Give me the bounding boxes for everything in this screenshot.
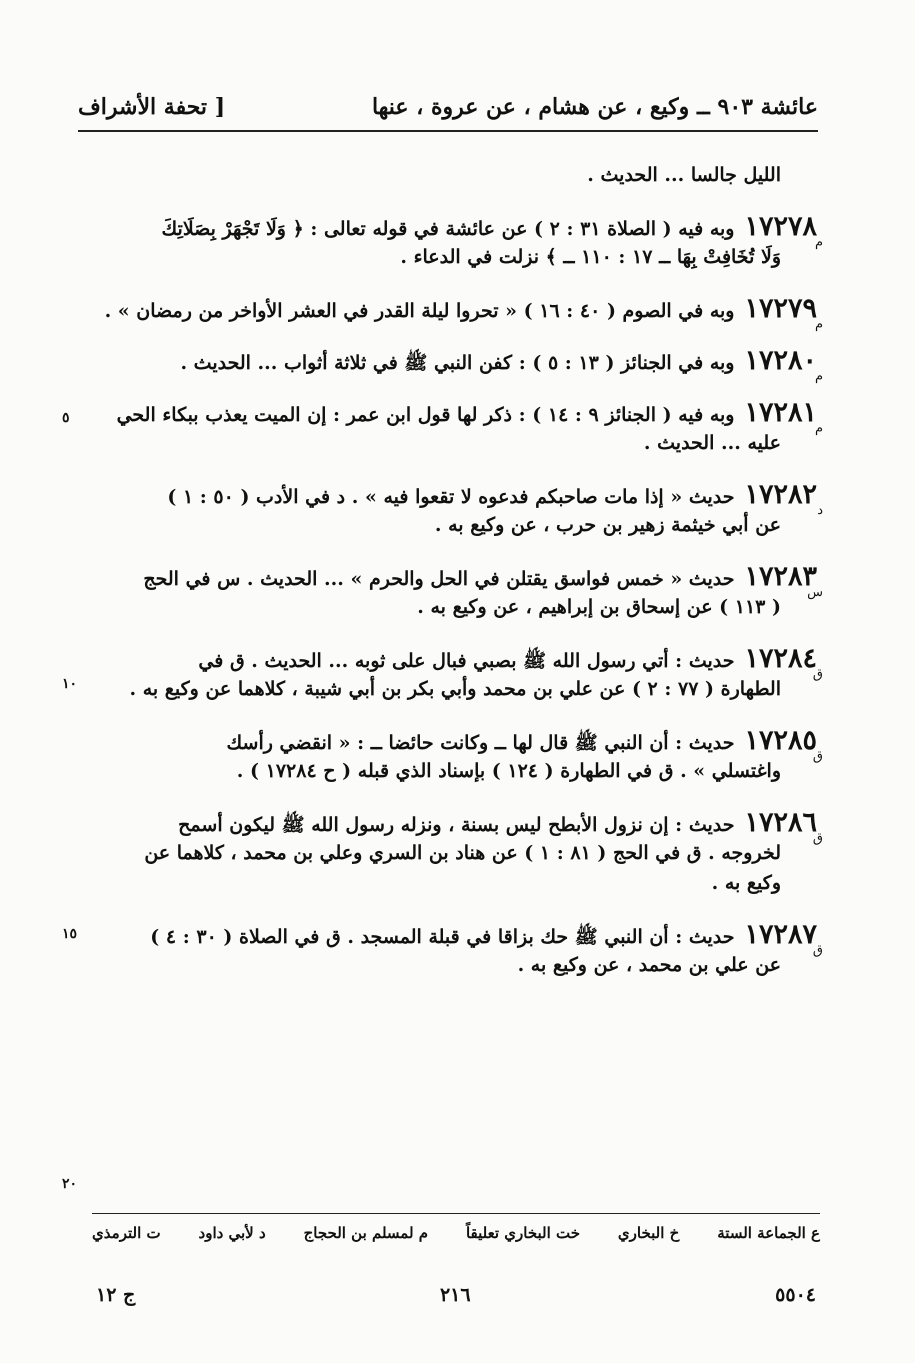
hadith-entry: ١٧٢٨١وبه فيه ( الجنائز ٩ : ١٤ ) : ذكر لها قول ابن عمر : إن الميت يعذب ببكاء الحي م bbox=[116, 397, 823, 436]
header-rule bbox=[78, 130, 818, 132]
hadith-number: ١٧٢٨٣ bbox=[744, 561, 817, 592]
hadith-entry: ١٧٢٨٠وبه في الجنائز ( ١٣ : ٥ ) : كفن النبي ﷺ في ثلاثة أثواب ... الحديث . م bbox=[180, 345, 823, 384]
hadith-number: ١٧٢٨٦ bbox=[744, 807, 817, 838]
abbr-item: م لمسلم بن الحجاج bbox=[303, 1224, 429, 1242]
hadith-number: ١٧٢٧٩ bbox=[744, 293, 817, 324]
hadith-entry: ١٧٢٧٩وبه في الصوم ( ٤٠ : ١٦ ) « تحروا ليلة القدر في العشر الأواخر من رمضان » . م bbox=[104, 293, 823, 332]
text-line: الليل جالسا ... الحديث . bbox=[587, 164, 781, 186]
source-mark: د bbox=[817, 503, 823, 518]
abbr-item: خت البخاري تعليقاً bbox=[465, 1224, 580, 1242]
header-title-right: عائشة ٩٠٣ ــ وكيع ، عن هشام ، عن عروة ، عنها bbox=[371, 94, 818, 120]
hadith-entry: ١٧٢٨٤حديث : أتي رسول الله ﷺ بصبي فبال على ثوبه ... الحديث . ق في ق bbox=[198, 643, 823, 682]
margin-line-number: ١٥ bbox=[62, 926, 78, 942]
hadith-entry: ١٧٢٨٥حديث : أن النبي ﷺ قال لها ــ وكانت حائضا ــ : « انقضي رأسك ق bbox=[226, 725, 823, 764]
abbr-item: د لأبي داود bbox=[198, 1224, 266, 1242]
text-line: عن علي بن محمد ، عن وكيع به . bbox=[517, 954, 781, 976]
hadith-entry: ١٧٢٨٢حديث « إذا مات صاحبكم فدعوه لا تقعوا فيه » . د في الأدب ( ٥٠ : ١ ) د bbox=[167, 479, 823, 518]
volume-label: ج ١٢ bbox=[96, 1284, 136, 1306]
text-line: الطهارة ( ٧٧ : ٢ ) عن علي بن محمد وأبي بكر بن أبي شيبة ، كلاهما عن وكيع به . bbox=[129, 678, 781, 700]
margin-line-number: ١٠ bbox=[62, 676, 78, 692]
text-line: ( ١١٣ ) عن إسحاق بن إبراهيم ، عن وكيع به . bbox=[417, 596, 781, 618]
hadith-number: ١٧٢٨٧ bbox=[744, 919, 817, 950]
abbr-item: ع الجماعة الستة bbox=[717, 1224, 820, 1242]
text-line: لخروجه . ق في الحج ( ٨١ : ١ ) عن هناد بن السري وعلي بن محمد ، كلاهما عن bbox=[144, 842, 781, 864]
footer-rule bbox=[92, 1213, 820, 1214]
page-number: ٢١٦ bbox=[439, 1284, 471, 1306]
header-title-left: [ تحفة الأشراف bbox=[78, 94, 226, 120]
source-mark: ق bbox=[812, 749, 823, 764]
text-line: واغتسلي » . ق في الطهارة ( ١٢٤ ) بإسناد الذي قبله ( ح ١٧٢٨٤ ) . bbox=[236, 760, 781, 782]
hadith-entry: ١٧٢٨٦حديث : إن نزول الأبطح ليس بسنة ، ونزله رسول الله ﷺ ليكون أسمح ق bbox=[178, 807, 823, 846]
hadith-number: ١٧٢٨١ bbox=[744, 397, 817, 428]
source-mark: م bbox=[814, 369, 823, 384]
text-line: عن أبي خيثمة زهير بن حرب ، عن وكيع به . bbox=[434, 514, 781, 536]
page-code: ٥٥٠٤ bbox=[775, 1284, 816, 1306]
hadith-number: ١٧٢٨٥ bbox=[744, 725, 817, 756]
page-footer bbox=[96, 1284, 816, 1306]
hadith-number: ١٧٢٨٢ bbox=[744, 479, 817, 510]
source-mark: م bbox=[814, 421, 823, 436]
abbr-item: ت الترمذي bbox=[92, 1224, 161, 1242]
source-mark: م bbox=[814, 317, 823, 332]
source-mark: ق bbox=[812, 943, 823, 958]
margin-line-number: ٢٠ bbox=[62, 1176, 78, 1192]
running-header bbox=[78, 86, 818, 128]
text-line: وَلَا تُخَافِتْ بِهَا ــ ١٧ : ١١٠ ــ ﴾ نزلت في الدعاء . bbox=[400, 246, 781, 268]
hadith-entry: ١٧٢٨٧حديث : أن النبي ﷺ حك بزاقا في قبلة المسجد . ق في الصلاة ( ٣٠ : ٤ ) ق bbox=[150, 919, 823, 958]
source-mark: س bbox=[807, 585, 823, 600]
source-mark: ق bbox=[812, 667, 823, 682]
hadith-entry: ١٧٢٨٣حديث « خمس فواسق يقتلن في الحل والحرم » ... الحديث . س في الحج س bbox=[143, 561, 823, 600]
hadith-number: ١٧٢٨٠ bbox=[744, 345, 817, 376]
source-mark: ق bbox=[812, 831, 823, 846]
text-line: عليه ... الحديث . bbox=[643, 432, 781, 454]
hadith-entry: ١٧٢٧٨وبه فيه ( الصلاة ٣١ : ٢ ) عن عائشة في قوله تعالى : ﴿ وَلَا تَجْهَرْ بِصَلَاتِكَ م bbox=[161, 211, 823, 250]
text-line: وكيع به . bbox=[711, 872, 781, 894]
hadith-number: ١٧٢٧٨ bbox=[744, 211, 817, 242]
hadith-number: ١٧٢٨٤ bbox=[744, 643, 817, 674]
page-body bbox=[82, 160, 823, 980]
margin-line-number: ٥ bbox=[62, 410, 70, 426]
source-mark: م bbox=[814, 235, 823, 250]
abbr-item: خ البخاري bbox=[617, 1224, 680, 1242]
abbreviation-key bbox=[92, 1224, 820, 1242]
